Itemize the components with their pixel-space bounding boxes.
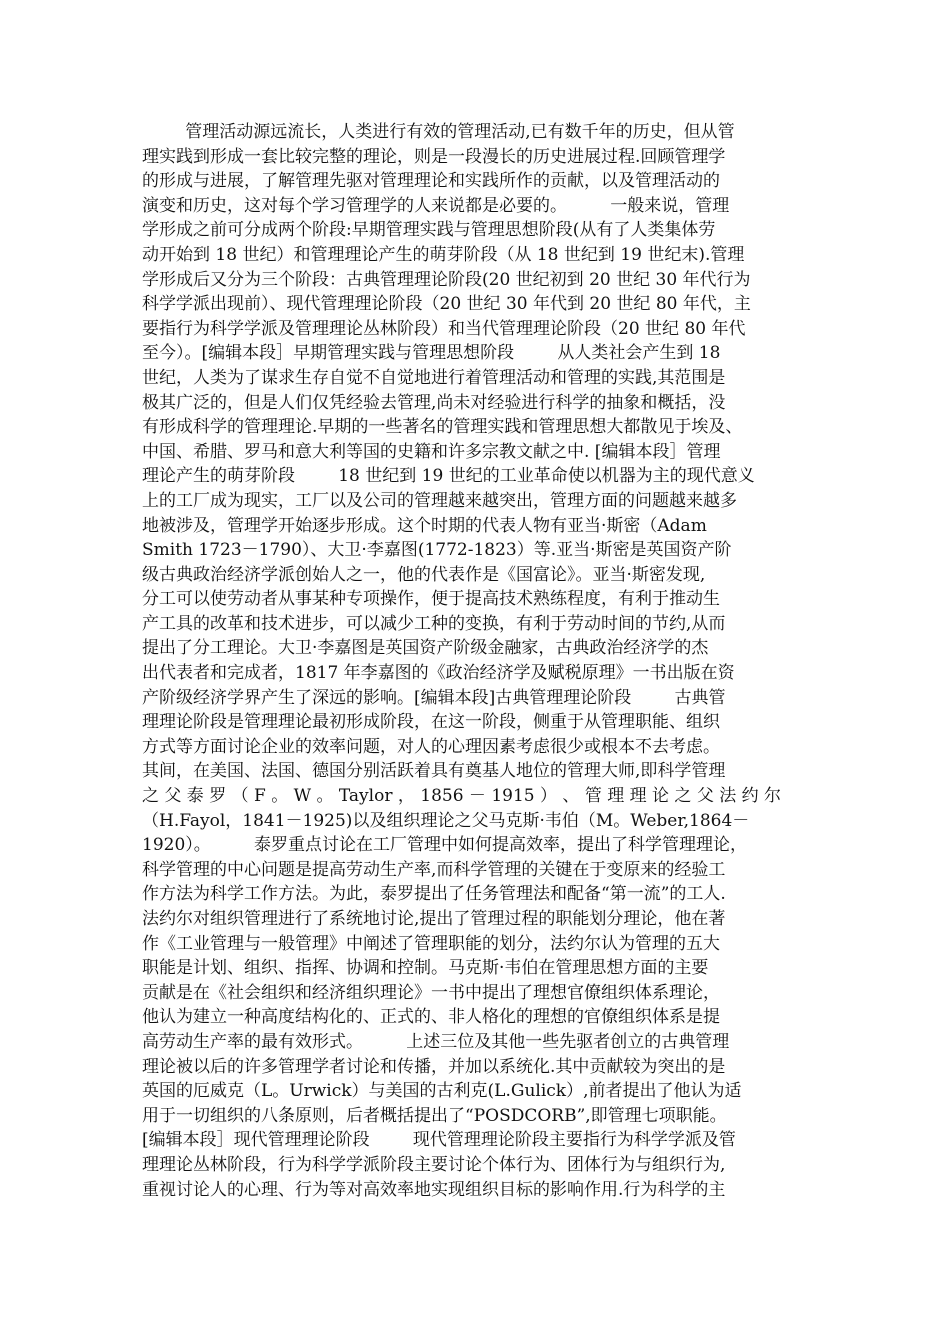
text-line: 1920）。 泰罗重点讨论在工厂管理中如何提高效率，提出了科学管理理论，	[142, 835, 747, 856]
text-line: 的形成与进展，了解管理先驱对管理理论和实践所作的贡献，以及管理活动的	[142, 171, 720, 192]
text-line: 高劳动生产率的最有效形式。 上述三位及其他一些先驱者创立的古典管理	[142, 1031, 730, 1052]
text-line: 分工可以使劳动者从事某种专项操作，便于提高技术熟练程度，有利于推动生	[142, 589, 720, 610]
text-line: [编辑本段］现代管理理论阶段 现代管理理论阶段主要指行为科学学派及管	[142, 1130, 736, 1151]
text-line: 出代表者和完成者，1817 年李嘉图的《政治经济学及赋税原理》一书出版在资	[142, 663, 735, 684]
text-line: 演变和历史，这对每个学习管理学的人来说都是必要的。 一般来说，管理	[142, 195, 730, 216]
text-line: 科学学派出现前）、现代管理理论阶段（20 世纪 30 年代到 20 世纪 80 年代，主	[142, 294, 751, 315]
text-line: 地被涉及，管理学开始逐步形成。这个时期的代表人物有亚当·斯密（Adam	[142, 515, 707, 536]
body-text	[142, 120, 810, 1202]
text-line: 世纪，人类为了谋求生存自觉不自觉地进行着管理活动和管理的实践,其范围是	[142, 367, 726, 388]
text-line: 职能是计划、组织、指挥、协调和控制。马克斯·韦伯在管理思想方面的主要	[142, 958, 709, 979]
text-line: 要指行为科学学派及管理理论丛林阶段）和当代管理理论阶段（20 世纪 80 年代	[142, 318, 746, 339]
text-line: 中国、希腊、罗马和意大利等国的史籍和许多宗教文献之中. [编辑本段］管理	[142, 441, 721, 462]
text-line: 作方法为科学工作方法。为此，泰罗提出了任务管理法和配备“第一流”的工人.	[142, 884, 726, 905]
text-line: 理论产生的萌芽阶段 18 世纪到 19 世纪的工业革命使以机器为主的现代意义	[142, 466, 755, 487]
text-line: 他认为建立一种高度结构化的、正式的、非人格化的理想的官僚组织体系是提	[142, 1007, 720, 1028]
text-line: 理论被以后的许多管理学者讨论和传播，并加以系统化.其中贡献较为突出的是	[142, 1056, 726, 1077]
text-line: 级古典政治经济学派创始人之一，他的代表作是《国富论》。亚当·斯密发现,	[142, 564, 706, 585]
text-line: 有形成科学的管理理论.早期的一些著名的管理实践和管理思想大都散见于埃及、	[142, 417, 743, 438]
text-line: 用于一切组织的八条原则，后者概括提出了“POSDCORB”,即管理七项职能。	[142, 1105, 727, 1126]
text-line: 动开始到 18 世纪）和管理理论产生的萌芽阶段（从 18 世纪到 19 世纪末).管理	[142, 244, 745, 265]
text-line: 提出了分工理论。大卫·李嘉图是英国资产阶级金融家，古典政治经济学的杰	[142, 638, 709, 659]
text-line: 至今）。[编辑本段］早期管理实践与管理思想阶段 从人类社会产生到 18	[142, 343, 721, 364]
text-line: 上的工厂成为现实，工厂以及公司的管理越来越突出，管理方面的问题越来越多	[142, 490, 737, 511]
text-line: Smith 1723－1790）、大卫·李嘉图(1772-1823）等.亚当·斯密是英国资产阶	[142, 540, 732, 561]
text-line: 理理论丛林阶段，行为科学学派阶段主要讨论个体行为、团体行为与组织行为,	[142, 1154, 726, 1175]
text-line: 贡献是在《社会组织和经济组织理论》一书中提出了理想官僚组织体系理论，	[142, 982, 720, 1003]
text-line: 产阶级经济学界产生了深远的影响。[编辑本段]古典管理理论阶段 古典管	[142, 687, 726, 708]
text-line: 英国的厄威克（L。Urwick）与美国的古利克(L.Gulick）,前者提出了他认为适	[142, 1081, 742, 1102]
text-line: 科学管理的中心问题是提高劳动生产率,而科学管理的关键在于变原来的经验工	[142, 859, 726, 880]
text-line: 之 父 泰 罗 （ F 。 W 。 Taylor ， 1856 － 1915 ） 、 管 理 理 论 之 父 法 约 尔	[142, 786, 782, 807]
text-line: 学形成之前可分成两个阶段:早期管理实践与管理思想阶段(从有了人类集体劳	[142, 220, 716, 241]
text-line: 产工具的改革和技术进步，可以减少工种的变换，有利于劳动时间的节约,从而	[142, 613, 726, 634]
text-line: 其间，在美国、法国、德国分别活跃着具有奠基人地位的管理大师,即科学管理	[142, 761, 726, 782]
text-line: 理理论阶段是管理理论最初形成阶段，在这一阶段，侧重于从管理职能、组织	[142, 712, 720, 733]
text-line: 法约尔对组织管理进行了系统地讨论,提出了管理过程的职能划分理论，他在著	[142, 909, 726, 929]
text-line: 理实践到形成一套比较完整的理论，则是一段漫长的历史进展过程.回顾管理学	[142, 146, 726, 167]
text-line: 管理活动源远流长，人类进行有效的管理活动,已有数千年的历史，但从管	[142, 122, 735, 142]
text-line: 作《工业管理与一般管理》中阐述了管理职能的划分，法约尔认为管理的五大	[142, 933, 720, 954]
text-line: 方式等方面讨论企业的效率问题，对人的心理因素考虑很少或根本不去考虑。	[142, 736, 720, 757]
text-line: 学形成后又分为三个阶段：古典管理理论阶段(20 世纪初到 20 世纪 30 年代行为	[142, 269, 751, 290]
text-line: （H.Fayol，1841－1925)以及组织理论之父马克斯·韦伯（M。Weber,1864－	[142, 810, 750, 831]
text-line: 重视讨论人的心理、行为等对高效率地实现组织目标的影响作用.行为科学的主	[142, 1179, 726, 1200]
text-line: 极其广泛的，但是人们仅凭经验去管理,尚未对经验进行科学的抽象和概括，没	[142, 392, 726, 413]
